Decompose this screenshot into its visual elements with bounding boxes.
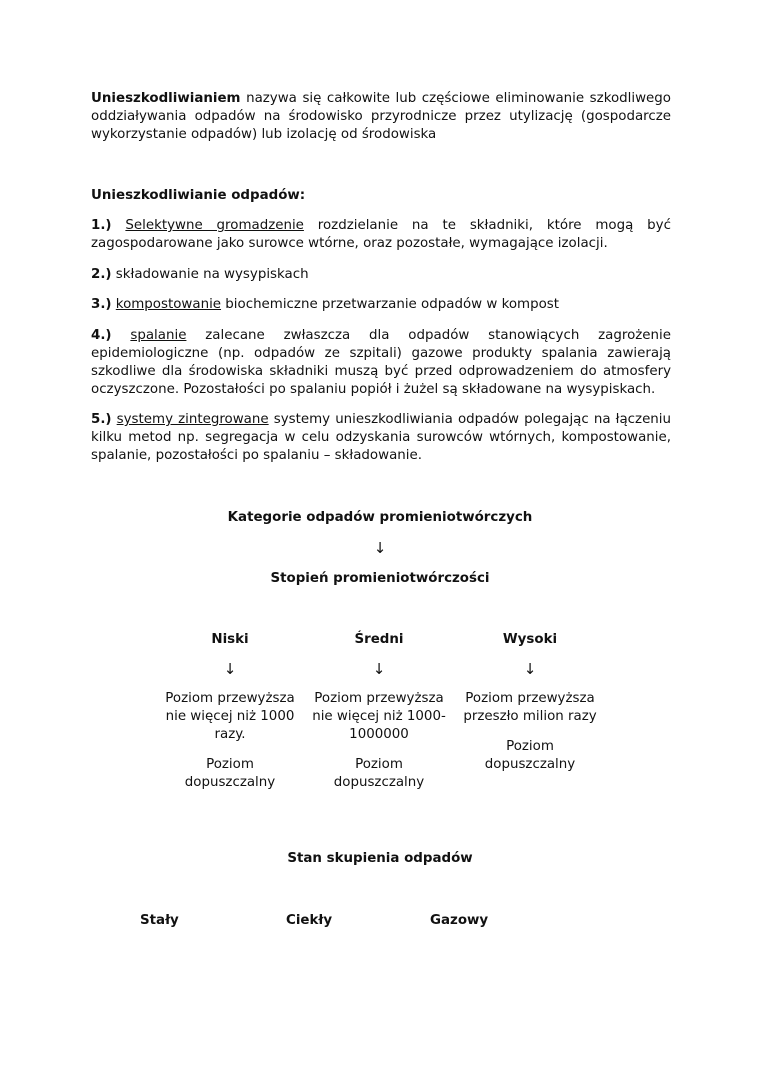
radio-title: Kategorie odpadów promieniotwórczych: [227, 510, 533, 525]
radio-subtitle: Stopień promieniotwórczości: [270, 571, 490, 586]
level-note: Poziom dopuszczalny: [484, 739, 576, 772]
arrow-down-icon: ↓: [372, 660, 386, 678]
method-text: rozdzielanie na te składniki, które mogą być zagospodarowane jako surowce wtórne, oraz pozostałe, wymagające izolacji.: [91, 218, 671, 251]
state-gas: Gazowy: [430, 913, 489, 928]
method-item-3: [91, 296, 671, 314]
arrow-down-icon: ↓: [523, 660, 537, 678]
method-number: 4.): [91, 328, 112, 343]
intro-paragraph: [91, 90, 671, 144]
method-term: Selektywne gromadzenie: [125, 218, 304, 233]
method-item-1: [91, 217, 671, 253]
level-column-high: [460, 631, 600, 774]
method-term: spalanie: [130, 328, 187, 343]
states-title: Stan skupienia odpadów: [287, 851, 473, 866]
method-text: biochemiczne przetwarzanie odpadów w kompost: [225, 297, 559, 312]
method-text: systemy unieszkodliwiania odpadów polegając na łączeniu kilku metod np. segregacja w celu odzyskania surowców wtórnych, kompostowanie, spalanie, pozostałości po spalaniu – składowanie.: [91, 412, 671, 463]
arrow-down-icon: ↓: [223, 660, 237, 678]
method-text: składowanie na wysypiskach: [115, 267, 309, 282]
level-name: Wysoki: [502, 632, 558, 647]
method-number: 2.): [91, 267, 112, 282]
level-description: Poziom przewyższa przeszło milion razy: [463, 691, 597, 724]
intro-term: Unieszkodliwianiem: [91, 91, 241, 106]
methods-heading: Unieszkodliwianie odpadów:: [91, 188, 306, 203]
level-description: Poziom przewyższa nie więcej niż 1000 razy.: [165, 691, 295, 742]
method-item-2: [91, 266, 671, 284]
method-number: 1.): [91, 218, 112, 233]
state-liquid: Ciekły: [286, 913, 333, 928]
method-item-4: [91, 327, 671, 399]
level-column-low: [160, 631, 300, 792]
method-term: kompostowanie: [115, 297, 222, 312]
method-number: 5.): [91, 412, 112, 427]
method-text: zalecane zwłaszcza dla odpadów stanowiących zagrożenie epidemiologiczne (np. odpadów ze szpitali) gazowe produkty spalania zawierają szkodliwe dla środowiska składniki muszą być przed odprowadzeniem do atmosfery oczyszczone. Pozostałości po spalaniu popiół i żużel są składowane na wysypiskach.: [91, 328, 671, 397]
level-note: Poziom dopuszczalny: [333, 757, 425, 790]
arrow-down-icon: ↓: [373, 539, 387, 557]
level-note: Poziom dopuszczalny: [184, 757, 276, 790]
method-item-5: [91, 411, 671, 465]
level-name: Niski: [211, 632, 249, 647]
level-description: Poziom przewyższa nie więcej niż 1000-1000000: [312, 691, 446, 742]
level-name: Średni: [354, 632, 404, 647]
method-term: systemy zintegrowane: [116, 412, 269, 427]
intro-text: nazywa się całkowite lub częściowe eliminowanie szkodliwego oddziaływania odpadów na środowisko przyrodnicze przez utylizację (gospodarcze wykorzystanie odpadów) lub izolację od środowiska: [91, 91, 671, 142]
method-number: 3.): [91, 297, 112, 312]
state-solid: Stały: [140, 913, 179, 928]
level-column-medium: [309, 631, 449, 792]
